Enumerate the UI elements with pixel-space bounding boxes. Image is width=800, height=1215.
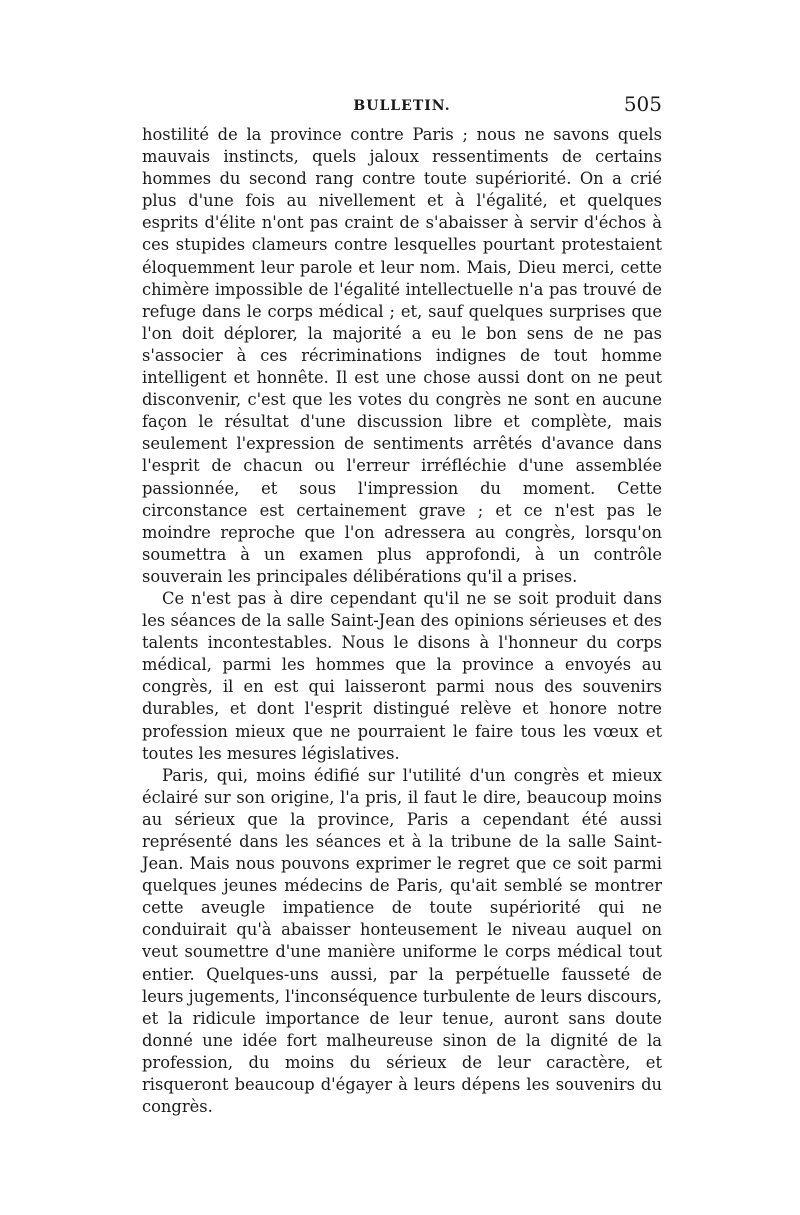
paragraph-3: Paris, qui, moins édifié sur l'utilité d'un congrès et mieux éclairé sur son origine, l'a pris, il faut le dire, beaucoup moins au sérieux que la province, Paris a cependant été aussi représenté dans les séances et à la tribune de la salle Saint-Jean. Mais nous pouvons exprimer le regret que ce soit parmi quelques jeunes médecins de Paris, qu'ait semblé se montrer cette aveugle impatience de toute supériorité qui ne conduirait qu'à abaisser honteusement le niveau auquel on veut soumettre d'une manière uniforme le corps médical tout entier. Quelques-uns aussi, par la perpétuelle fausseté de leurs jugements, l'inconséquence turbulente de leurs discours, et la ridicule importance de leur tenue, auront sans doute donné une idée fort malheureuse sinon de la dignité de la profession, du moins du sérieux de leur caractère, et risqueront beaucoup d'égayer à leurs dépens les souvenirs du congrès. [142, 765, 662, 1117]
paragraph-2: Ce n'est pas à dire cependant qu'il ne se soit produit dans les séances de la salle Saint-Jean des opinions sérieuses et des talents incontestables. Nous le disons à l'honneur du corps médical, parmi les hommes que la province a envoyés au congrès, il en est qui laisseront parmi nous des souvenirs durables, et dont l'esprit distingué relève et honore notre profession mieux que ne pourraient le faire tous les vœux et toutes les mesures législatives. [142, 588, 662, 763]
page-number: 505 [623, 92, 662, 116]
book-page [142, 92, 662, 1118]
paragraph-1: hostilité de la province contre Paris ; nous ne savons quels mauvais instincts, quels jaloux ressentiments de certains hommes du second rang contre toute supériorité. On a crié plus d'une fois au nivellement et à l'égalité, et quelques esprits d'élite n'ont pas craint de s'abaisser à servir d'échos à ces stupides clameurs contre lesquelles pourtant protestaient éloquemment leur parole et leur nom. Mais, Dieu merci, cette chimère impossible de l'égalité intellectuelle n'a pas trouvé de refuge dans le corps médical ; et, sauf quelques surprises que l'on doit déplorer, la majorité a eu le bon sens de ne pas s'associer à ces récriminations indignes de tout homme intelligent et honnête. Il est une chose aussi dont on ne peut disconvenir, c'est que les votes du congrès ne sont en aucune façon le résultat d'une discussion libre et complète, mais seulement l'expression de sentiments arrêtés d'avance dans l'esprit de chacun ou l'erreur irréfléchie d'une assemblée passionnée, et sous l'impression du moment. Cette circonstance est certainement grave ; et ce n'est pas le moindre reproche que l'on adressera au congrès, lorsqu'on soumettra à un examen plus approfondi, à un contrôle souverain les principales délibérations qu'il a prises. [142, 125, 662, 586]
page-header [142, 92, 662, 122]
body-text [142, 124, 662, 1118]
running-title: BULLETIN. [353, 98, 451, 114]
